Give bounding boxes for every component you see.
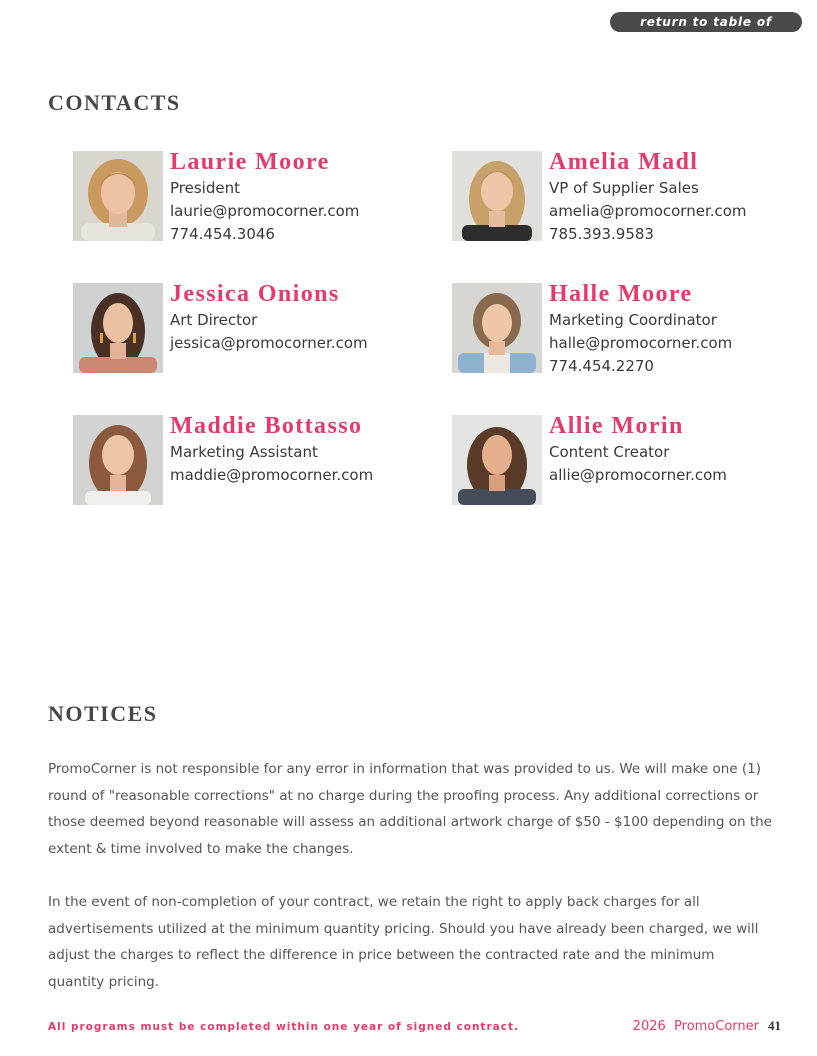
contact-title: President bbox=[170, 179, 240, 197]
contact-name: Amelia Madl bbox=[549, 149, 699, 175]
portrait-photo bbox=[452, 283, 542, 373]
notices-body bbox=[48, 756, 773, 1022]
portrait-photo bbox=[73, 283, 163, 373]
contact-title: VP of Supplier Sales bbox=[549, 179, 699, 197]
portrait-photo bbox=[73, 151, 163, 241]
contact-email[interactable]: allie@promocorner.com bbox=[549, 466, 727, 484]
footer-brand: 2026 PromoCorner bbox=[632, 1019, 759, 1034]
contact-card-laurie-moore bbox=[73, 151, 433, 243]
contact-name: Allie Morin bbox=[549, 413, 684, 439]
contact-name: Jessica Onions bbox=[170, 281, 340, 307]
contact-phone: 774.454.2270 bbox=[549, 357, 654, 375]
contact-name: Halle Moore bbox=[549, 281, 693, 307]
contact-email[interactable]: amelia@promocorner.com bbox=[549, 202, 747, 220]
notice-paragraph: PromoCorner is not responsible for any error in information that was provided to us. We will make one (1) round of "reasonable corrections" at no charge during the proofing process. Any additional corrections or those deemed beyond reasonable will assess an additional artwork charge of $50 - $100 depending on the extent & time involved to make the changes. bbox=[48, 761, 772, 857]
return-to-toc-link[interactable]: return to table of contents bbox=[610, 12, 802, 32]
contact-email[interactable]: halle@promocorner.com bbox=[549, 334, 733, 352]
contact-email[interactable]: laurie@promocorner.com bbox=[170, 202, 360, 220]
contact-card-halle-moore bbox=[452, 283, 812, 375]
contact-email[interactable]: maddie@promocorner.com bbox=[170, 466, 374, 484]
contact-email[interactable]: jessica@promocorner.com bbox=[170, 334, 368, 352]
contact-card-allie-morin bbox=[452, 415, 812, 507]
contact-card-maddie-bottasso bbox=[73, 415, 433, 507]
contact-title: Art Director bbox=[170, 311, 258, 329]
contact-name: Laurie Moore bbox=[170, 149, 330, 175]
contact-card-jessica-onions bbox=[73, 283, 433, 375]
notice-paragraph: In the event of non-completion of your contract, we retain the right to apply back charges for all advertisements utilized at the minimum quantity pricing. Should you have already been charged, we will adjust the charges to reflect the difference in price between the contracted rate and the minimum quantity pricing. bbox=[48, 894, 759, 990]
contact-phone: 774.454.3046 bbox=[170, 225, 275, 243]
contact-name: Maddie Bottasso bbox=[170, 413, 363, 439]
contact-phone: 785.393.9583 bbox=[549, 225, 654, 243]
page-number: 41 bbox=[768, 1018, 781, 1033]
portrait-photo bbox=[452, 151, 542, 241]
contacts-heading: CONTACTS bbox=[48, 90, 181, 115]
contact-title: Marketing Coordinator bbox=[549, 311, 717, 329]
contact-card-amelia-madl bbox=[452, 151, 812, 243]
contact-title: Content Creator bbox=[549, 443, 670, 461]
portrait-photo bbox=[452, 415, 542, 505]
footer-note: All programs must be completed within one year of signed contract. bbox=[48, 1021, 519, 1033]
notices-heading: NOTICES bbox=[48, 701, 158, 726]
portrait-photo bbox=[73, 415, 163, 505]
contact-title: Marketing Assistant bbox=[170, 443, 318, 461]
